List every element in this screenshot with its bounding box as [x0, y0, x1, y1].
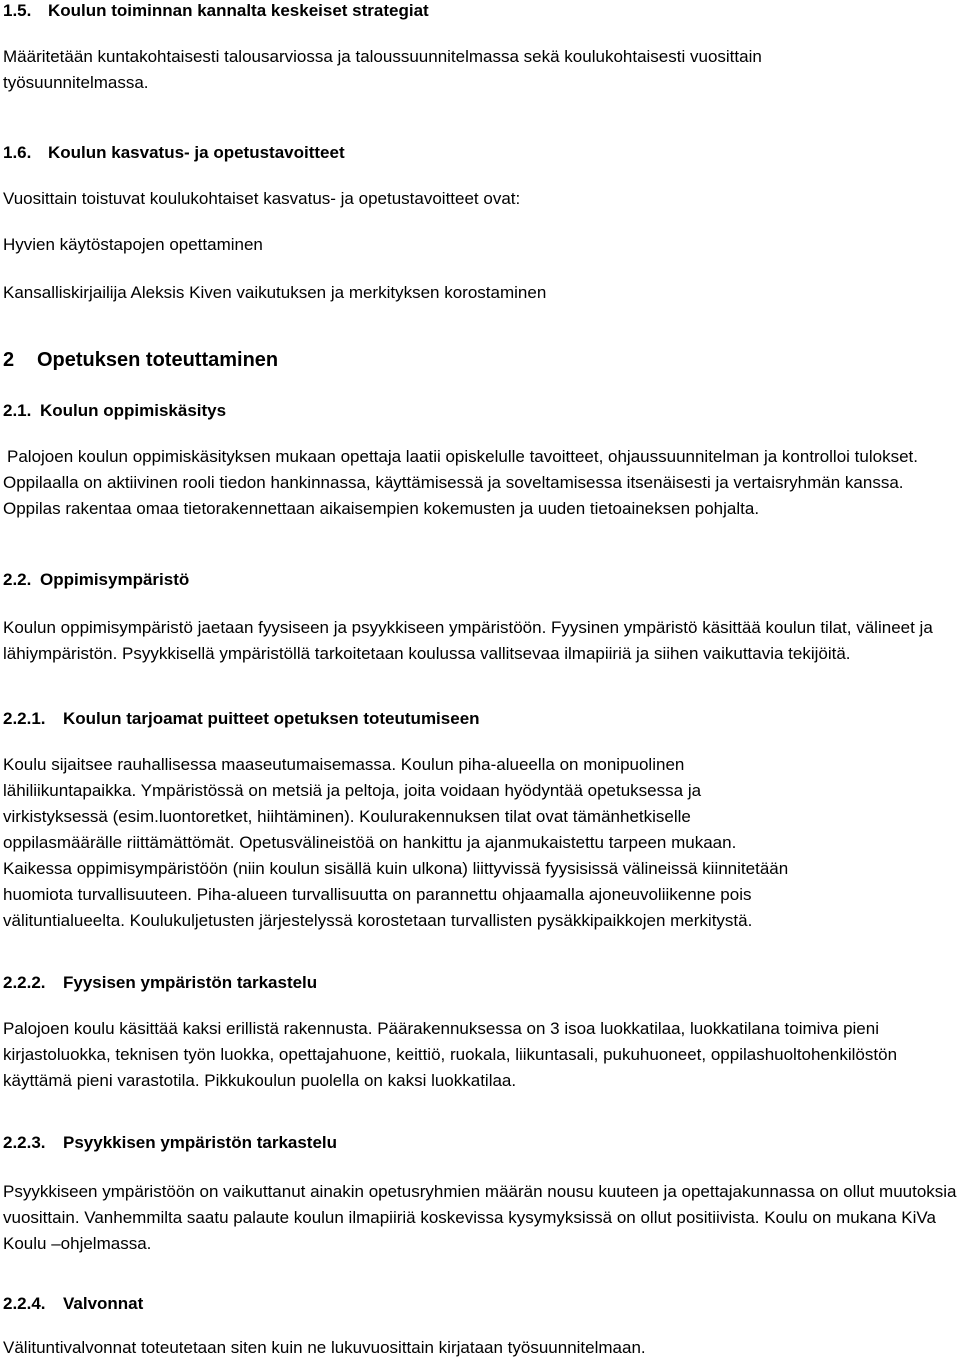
heading-title: Koulun tarjoamat puitteet opetuksen toteutumiseen: [63, 709, 480, 728]
heading-number: 2.2.4.: [3, 1294, 46, 1313]
heading-title: Oppimisympäristö: [40, 570, 190, 589]
heading-2-2-1: [3, 706, 958, 732]
heading-number: 2.2.3.: [3, 1133, 46, 1152]
heading-number: 2.2.2.: [3, 973, 46, 992]
heading-number: 2.1.: [3, 401, 32, 420]
heading-2-2: [3, 567, 958, 593]
heading-title: Opetuksen toteuttaminen: [37, 349, 279, 371]
heading-title: Valvonnat: [63, 1294, 144, 1313]
heading-2-2-3: [3, 1130, 958, 1156]
heading-2-2-4: [3, 1291, 958, 1317]
heading-title: Koulun kasvatus- ja opetustavoitteet: [48, 143, 345, 162]
heading-number: 2.2.1.: [3, 709, 46, 728]
paragraph-2-2-3: Psyykkiseen ympäristöön on vaikuttanut ainakin opetusryhmien määrän nousu kuuteen ja opettajakunnassa on ollut muutoksia vuosittain. Vanhemmilta saatu palaute koulun ilmapiiriä koskevissa kysymyksissä on ollut positiivista. Koulu on mukana KiVa Koulu –ohjelmassa.: [3, 1182, 957, 1253]
heading-number: 1.5.: [3, 1, 32, 20]
paragraph-2-2-1: Koulu sijaitsee rauhallisessa maaseutumaisemassa. Koulun piha-alueella on monipuolinen lähiliikuntapaikka. Ympäristössä on metsiä ja peltoja, joita voidaan hyödyntää opetuksessa ja virkistyksessä (esim.luontoretket, hiihtäminen). Koulurakennuksen tilat ovat tämänhetkiselle oppilasmäärälle riittämättömät. Opetusvälineistöä on hankittu ja ajanmukaistettu tarpeen mukaan. Kaikessa oppimisympäristöön (niin koulun sisällä kuin ulkona) liittyvissä fyysisissä välineissä kiinnitetään huomiota turvallisuuteen. Piha-alueen turvallisuutta on parannettu ohjaamalla ajoneuvoliikenne pois välituntialueelta. Koulukuljetusten järjestelyssä korostetaan turvallisten pysäkkipaikkojen merkitystä.: [3, 755, 789, 930]
paragraph-2-2-4: Välituntivalvonnat toteutetaan siten kuin ne lukuvuosittain kirjataan työsuunnitelmaan.: [3, 1338, 646, 1357]
paragraph-2-2: Koulun oppimisympäristö jaetaan fyysiseen ja psyykkiseen ympäristöön. Fyysinen ympäristö käsittää koulun tilat, välineet ja lähiympäristön. Psyykkisellä ympäristöllä tarkoitetaan koulussa vallitsevaa ilmapiiriä ja siihen vaikuttavia tekijöitä.: [3, 618, 933, 663]
heading-title: Koulun toiminnan kannalta keskeiset strategiat: [48, 1, 429, 20]
heading-number: 1.6.: [3, 143, 32, 162]
heading-title: Koulun oppimiskäsitys: [40, 401, 227, 420]
paragraph-2-1: Palojoen koulun oppimiskäsityksen mukaan opettaja laatii opiskelulle tavoitteet, ohjaussuunnitelman ja kontrolloi tulokset. Oppilaalla on aktiivinen rooli tiedon hankinnassa, käyttämisessä ja soveltamisessa itsenäisesti ja vertaisryhmän kanssa. Oppilas rakentaa omaa tietorakennettaan aikaisempien kokemusten ja uuden tietoaineksen pohjalta.: [3, 447, 918, 518]
paragraph-1-5: Määritetään kuntakohtaisesti talousarviossa ja taloussuunnitelmassa sekä koulukohtaisesti vuosittain työsuunnitelmassa.: [3, 47, 762, 92]
heading-1-5: [3, 0, 958, 24]
heading-title: Fyysisen ympäristön tarkastelu: [63, 973, 318, 992]
goal-item: Hyvien käytöstapojen opettaminen: [3, 235, 263, 254]
heading-number: 2.2.: [3, 570, 32, 589]
heading-2-2-2: [3, 970, 958, 996]
heading-number: 2: [3, 349, 15, 371]
goal-item: Kansalliskirjailija Aleksis Kiven vaikutuksen ja merkityksen korostaminen: [3, 283, 547, 302]
heading-2-1: [3, 398, 958, 424]
heading-title: Psyykkisen ympäristön tarkastelu: [63, 1133, 338, 1152]
heading-1-6: [3, 140, 958, 166]
heading-2: [3, 347, 958, 373]
paragraph-2-2-2: Palojoen koulu käsittää kaksi erillistä rakennusta. Päärakennuksessa on 3 isoa luokkatilaa, luokkatilana toimiva pieni kirjastoluokka, teknisen työn luokka, opettajahuone, keittiö, ruokala, liikuntasali, pukuhuoneet, oppilashuoltohenkilöstön käyttämä pieni varastotila. Pikkukoulun puolella on kaksi luokkatilaa.: [3, 1019, 898, 1090]
paragraph-1-6-intro: Vuosittain toistuvat koulukohtaiset kasvatus- ja opetustavoitteet ovat:: [3, 189, 521, 208]
